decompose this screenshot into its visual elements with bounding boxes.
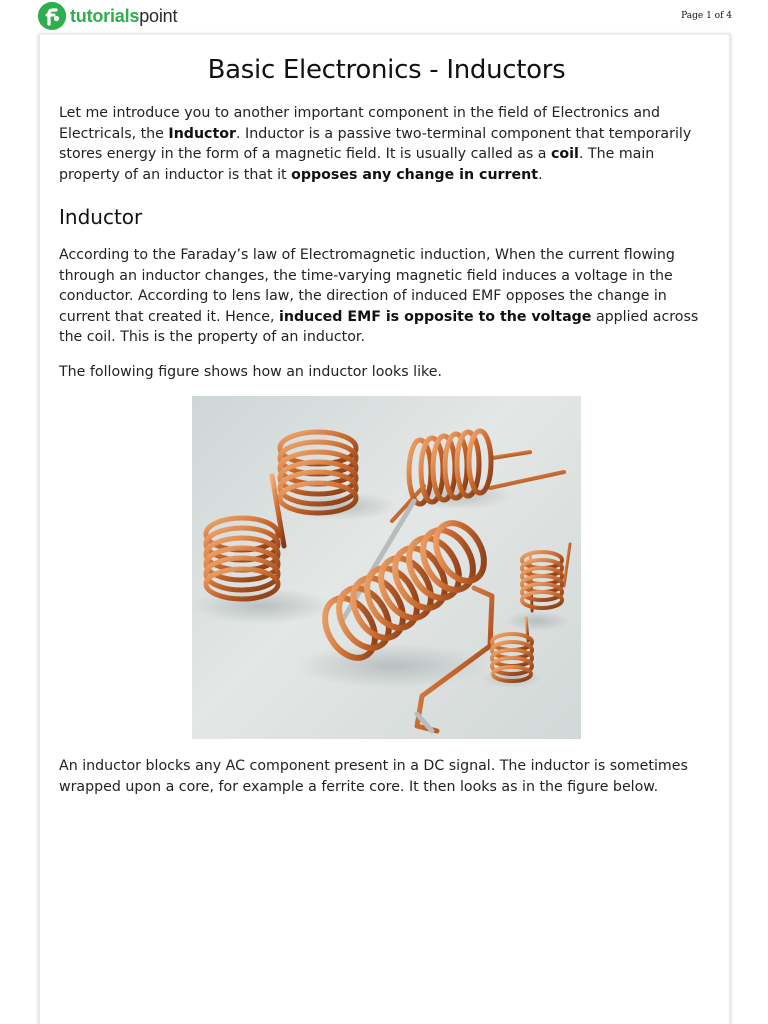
logo-text xyxy=(70,6,177,27)
faraday-bold-emf: induced EMF is opposite to the voltage xyxy=(279,308,592,325)
intro-bold-opposes: opposes any change in current xyxy=(291,166,539,183)
coil-center-diagonal xyxy=(315,515,494,731)
copper-coils-illustration xyxy=(192,396,581,739)
article-content xyxy=(59,35,714,797)
logo-text-point: point xyxy=(139,5,178,26)
intro-text-4: . xyxy=(538,166,543,183)
faraday-text-2: applied across the coil. This is the property of an inductor. xyxy=(59,308,699,345)
intro-bold-inductor: Inductor xyxy=(168,125,236,142)
intro-text-1: Let me introduce you to another important component in the field of Electronics and Electricals, the xyxy=(59,105,661,142)
tutorialspoint-logo[interactable] xyxy=(38,2,177,30)
document-page xyxy=(38,34,731,1024)
intro-text-3: . The main property of an inductor is that it xyxy=(59,146,655,183)
page-indicator: Page 1 of 4 xyxy=(681,11,732,21)
intro-bold-coil: coil xyxy=(551,146,579,162)
figure-intro-paragraph: The following figure shows how an inductor looks like. xyxy=(59,363,442,380)
ac-block-paragraph: An inductor blocks any AC component present in a DC signal. The inductor is sometimes wrapped upon a core, for example a ferrite core. It then looks as in the figure below. xyxy=(59,758,688,795)
section-heading-inductor: Inductor xyxy=(59,205,143,229)
coil-left xyxy=(206,476,284,599)
faraday-text-1: According to the Faraday’s law of Electromagnetic induction, When the current flowing through an inductor changes, the time-varying magnetic field induces a voltage in the conductor. According to lens law, the direction of induced EMF opposes the change in current that created it. Hence, xyxy=(59,247,675,325)
inductor-photo xyxy=(192,396,581,739)
intro-paragraph xyxy=(59,103,714,185)
logo-glyph-icon xyxy=(38,2,66,30)
intro-text-2: . Inductor is a passive two-terminal component that temporarily stores energy in the form of a magnetic field. It is usually called as a xyxy=(59,125,692,162)
page-title: Basic Electronics - Inductors xyxy=(207,55,566,85)
logo-text-tutorials: tutorials xyxy=(70,5,140,26)
logo-mark-icon xyxy=(38,2,66,30)
faraday-paragraph xyxy=(59,245,714,348)
top-bar xyxy=(0,0,768,34)
coil-small-right xyxy=(522,544,570,611)
